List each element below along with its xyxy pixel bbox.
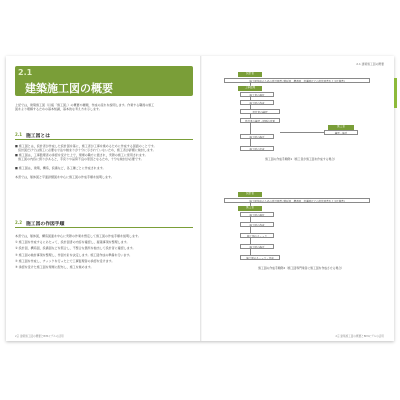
flow-box: 施工図の修正 <box>240 134 274 139</box>
body-line: ■ 施工図は，建築，構造，設備など，各工種ごとに作成されます。 <box>15 166 106 171</box>
flow-box-design-docs: 施工図作成のための設計図書 (意匠図，構造図，設備図などの設計図書および仕様書) <box>224 198 370 203</box>
body-line: ■ 施工図は，工事監理者の承認を受けた上で，現場の職方に渡され，実際の施工に使用されます。 <box>15 152 148 157</box>
figure-1-caption: 施工図の作成手順例1（施工者が施工図を作成する場合） <box>265 157 337 161</box>
flow-connector <box>250 139 251 146</box>
section-2-body <box>15 233 193 270</box>
flow-head-designer: 設計者 <box>238 192 262 197</box>
intro-paragraph <box>15 103 193 112</box>
flow-box: 施工図の作成 <box>240 100 274 105</box>
flow-head-contractor: 施工者 <box>328 125 354 130</box>
body-line: ④ 施工図を作成し，チェックを行った上で工事監理者の承認を受けます。 <box>15 258 115 263</box>
flow-box: 施工者の検討 <box>240 92 274 97</box>
book-spread <box>6 56 394 341</box>
section-number: 2.1 <box>15 132 23 137</box>
flow-box-side: 確認・修正 <box>324 130 358 135</box>
flow-box: 施工図のチェック・完成 <box>240 255 280 260</box>
body-line: ① 施工図を作成するにあたって，設計図書の内容を確認し，疑義事項を整理します。 <box>15 240 130 245</box>
right-page <box>202 56 394 341</box>
chapter-title-banner <box>15 66 193 96</box>
section-title: 施工図とは <box>26 133 50 139</box>
section-heading-1 <box>15 132 193 140</box>
flow-box: 施工図のチェック <box>240 233 274 238</box>
flow-box: 設計者の確認・図面の変更 <box>240 118 280 123</box>
chapter-title: 建築施工図の概要 <box>25 82 113 95</box>
body-line: ⑤ 承認を受けた施工図を現場に配布し，施工を進めます。 <box>15 265 94 270</box>
intro-line: 図をより理解するための基本知識，基本的な考え方を示します。 <box>15 107 102 112</box>
section-heading-2 <box>15 220 193 228</box>
flow-box: 施工図の検討 <box>240 212 274 217</box>
flow-box-design-docs: 施工図作成のための設計図書 (意匠図，構造図，設備図などの設計図書および仕様書) <box>224 78 370 83</box>
body-line: 本書では，躯体図，構造図面を中心に実際の作業を想定して施工図の作成手順を説明します。 <box>15 234 141 238</box>
body-line: ■ 施工図とは，設計者が作成した設計図を基に，施工者が工事を進めるために作成する図面のことです。 <box>15 144 157 148</box>
section-number: 2.2 <box>15 220 23 225</box>
chapter-tab <box>394 78 397 108</box>
section-1-body <box>15 144 193 179</box>
figure-2-caption: 施工図の作成手順例2（施工図専門業者に施工図を作成させる場合） <box>258 266 344 270</box>
flow-head-designer: 設計者 <box>238 72 262 77</box>
body-line: 本書では，躯体図と平面詳細図を中心に施工図の作成手順を説明します。 <box>15 174 114 179</box>
page-footer-right: 2章 建築施工図の概要とBIMモデルの活用 <box>335 335 384 338</box>
running-header: 2.1 建築施工図の概要 <box>356 62 384 66</box>
flowchart-1 <box>216 72 386 172</box>
flow-box: 施工図の完成 <box>240 146 274 151</box>
body-line: 設計図だけでは施工に必要な寸法や納まりが十分に示されていないため，施工者が詳細に検討します。 <box>15 148 156 153</box>
flow-head-contractor: 施工者 <box>238 206 262 211</box>
flow-head-supervisor: 工事監理 <box>238 86 262 91</box>
flow-box: 施工図の修正 <box>240 244 274 249</box>
page-footer-left: 2章 建築施工図の概要とBIMモデルの活用 <box>15 335 64 338</box>
chapter-title-number: 2.1 <box>18 68 33 77</box>
left-page <box>6 56 200 341</box>
body-line: 施工図の内容に誤りがあると，手戻りや品質不良の原因となるため，十分な検討が必要です。 <box>15 157 144 162</box>
body-line: ② 設計図，構造図，設備図などを照合し，不整合な箇所を抽出して設計者に確認します。 <box>15 246 136 251</box>
flow-connector <box>250 123 251 134</box>
intro-line: 上記では，建築施工図（以後「施工図」）の概要や種類，作成の流れを説明します。作業する職員の施工 <box>15 103 155 107</box>
section-title: 施工図の作図手順 <box>26 221 65 227</box>
flow-connector <box>280 132 324 133</box>
flowchart-2 <box>216 192 386 322</box>
flow-box: 設計者の確認 <box>240 109 280 114</box>
body-line: ③ 施工図の検討事項を整理し，作図方針を決定します。施工図作成の準備を行います。 <box>15 252 133 257</box>
flow-box: 施工図の作成 <box>240 222 274 227</box>
